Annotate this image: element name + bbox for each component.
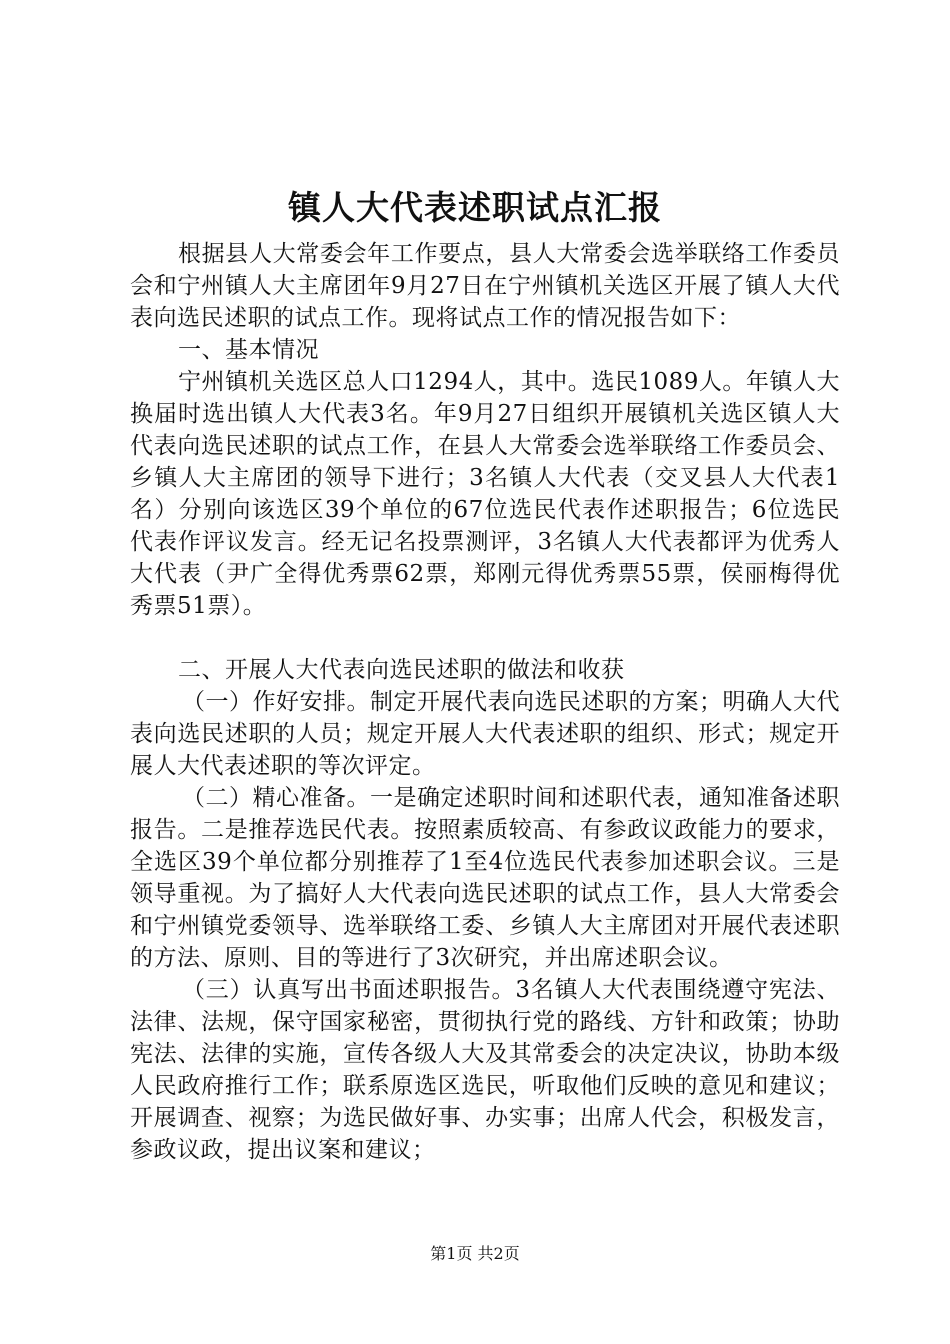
basic-situation-paragraph: 宁州镇机关选区总人口1294人，其中。选民1089人。年镇人大换届时选出镇人大代表3名。年9月27日组织开展镇机关选区镇人大代表向选民述职的试点工作，在县人大常委会选举联络工作委员会、乡镇人大主席团的领导下进行；3名镇人大代表（交叉县人大代表1名）分别向该选区39个单位的67位选民代表作述职报告；6位选民代表作评议发言。经无记名投票测评，3名镇人大代表都评为优秀人大代表（尹广全得优秀票62票，郑刚元得优秀票55票，侯丽梅得优秀票51票）。: [130, 369, 840, 619]
section-heading-basic-situation: 一、基本情况: [178, 337, 319, 363]
methods-item-1: （一）作好安排。制定开展代表向选民述职的方案；明确人大代表向选民述职的人员；规定开展人大代表述职的组织、形式；规定开展人大代表述职的等次评定。: [130, 689, 840, 779]
document-body: [130, 238, 840, 1166]
page-footer: 第1页 共2页: [430, 1244, 520, 1263]
methods-item-3: （三）认真写出书面述职报告。3名镇人大代表围绕遵守宪法、法律、法规，保守国家秘密，贯彻执行党的路线、方针和政策；协助宪法、法律的实施，宣传各级人大及其常委会的决定决议，协助本级人民政府推行工作；联系原选区选民，听取他们反映的意见和建议；开展调查、视察；为选民做好事、办实事；出席人代会，积极发言，参政议政，提出议案和建议；: [130, 977, 840, 1163]
section-heading-methods: 二、开展人大代表向选民述职的做法和收获: [178, 657, 625, 683]
document-title: 镇人大代表述职试点汇报: [288, 188, 662, 227]
methods-item-2: （二）精心准备。一是确定述职时间和述职代表，通知准备述职报告。二是推荐选民代表。按照素质较高、有参政议政能力的要求，全选区39个单位都分别推荐了1至4位选民代表参加述职会议。三是领导重视。为了搞好人大代表向选民述职的试点工作，县人大常委会和宁州镇党委领导、选举联络工委、乡镇人大主席团对开展代表述职的方法、原则、目的等进行了3次研究，并出席述职会议。: [130, 785, 840, 971]
paragraph-gap: [130, 622, 840, 654]
intro-paragraph: 根据县人大常委会年工作要点，县人大常委会选举联络工作委员会和宁州镇人大主席团年9月27日在宁州镇机关选区开展了镇人大代表向选民述职的试点工作。现将试点工作的情况报告如下：: [130, 241, 840, 331]
